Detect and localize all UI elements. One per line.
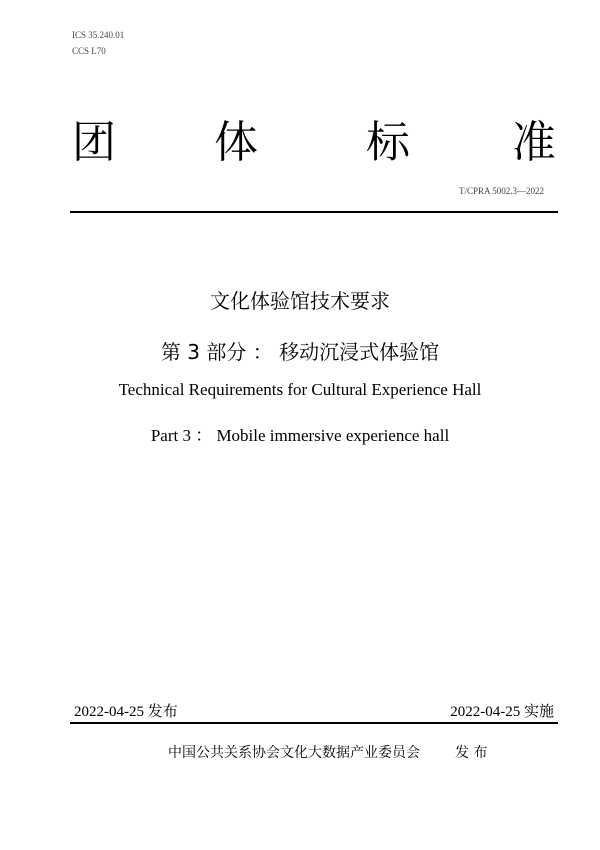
ccs-code: CCS L70 <box>72 46 106 56</box>
bottom-divider <box>70 722 558 724</box>
subtitle-en: Part 3 ： Mobile immersive experience hall <box>150 426 450 445</box>
effective-date: 2022-04-25 实施 <box>450 704 554 720</box>
title-cn: 文化体验馆技术要求 <box>210 289 390 313</box>
publish-label: 发 布 <box>455 745 488 761</box>
ics-code: ICS 35.240.01 <box>72 30 125 40</box>
publish-date: 2022-04-25 发布 <box>74 704 178 720</box>
publisher: 中国公共关系协会文化大数据产业委员会 <box>168 745 420 761</box>
title-char: 体 <box>214 117 258 168</box>
title-char: 团 <box>72 117 116 168</box>
top-divider <box>70 211 558 213</box>
standard-number: T/CPRA 5002.3—2022 <box>458 186 544 196</box>
title-char: 标 <box>366 117 410 168</box>
title-char: 准 <box>512 117 556 168</box>
title-en: Technical Requirements for Cultural Experience Hall <box>118 380 482 399</box>
subtitle-cn: 第 3 部分 ： 移动沉浸式体验馆 <box>160 340 440 364</box>
